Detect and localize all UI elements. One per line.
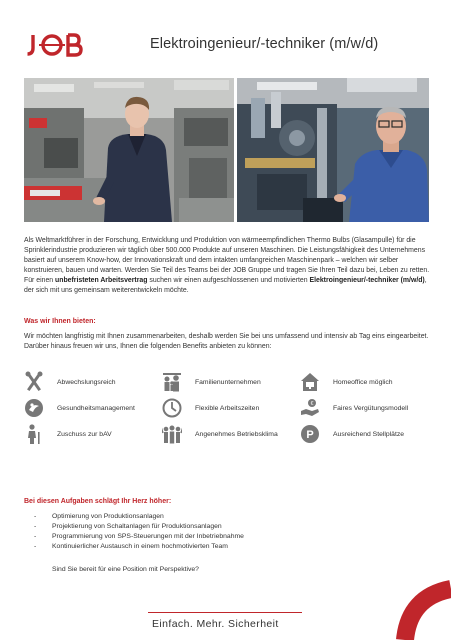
benefit-label: Flexible Arbeitszeiten <box>195 404 260 412</box>
closing-question: Sind Sie bereit für eine Position mit Perspektive? <box>52 566 199 573</box>
parking-icon <box>300 423 320 445</box>
list-bullet: - <box>34 533 37 540</box>
offer-heading: Was wir Ihnen bieten: <box>24 318 96 325</box>
benefit-item <box>162 371 261 393</box>
benefit-item <box>24 371 116 393</box>
benefit-item <box>24 397 135 419</box>
benefit-label: Angenehmes Betriebsklima <box>195 430 278 438</box>
benefit-label: Ausreichend Stellplätze <box>333 430 405 438</box>
list-bullet: - <box>34 513 37 520</box>
benefit-item <box>300 397 408 419</box>
hand-money-icon <box>300 397 320 419</box>
list-item <box>34 522 244 532</box>
benefit-item <box>162 423 278 445</box>
footer-slogan: Einfach. Mehr. Sicherheit <box>152 618 279 630</box>
tasks-heading: Bei diesen Aufgaben schlägt Ihr Herz höher: <box>24 498 172 505</box>
intro-bold-position: Elektroingenieur/-techniker (m/w/d) <box>309 277 425 285</box>
corner-arc-decoration <box>391 575 451 640</box>
benefit-item <box>300 371 393 393</box>
svg-text:€: € <box>310 401 314 407</box>
benefit-label: Faires Vergütungsmodell <box>333 404 409 412</box>
list-item <box>34 512 244 522</box>
intro-text-1: Als Weltmarktführer in der Forschung, Entwicklung und Produktion von wärmeempfindlichen Thermo Bulbs (Glasampulle) für die Sprinklerindustrie produzieren wir täglich über 500.000 Produkte auf unseren Maschinen. Die Leistungsfähigkeit des Unternehmens basiert auf unserem Know-how, der Innovationskraft und dem intakten umfangreichen Maschinenpark – welchen wir selber konstruieren, bauen und warten. Werden Sie Teil des Teams bei der JOB Gruppe und tragen Sie Ihren Teil dazu bei, Leben zu retten. Für einen <box>24 237 430 285</box>
photo-engineer-at-machine <box>237 78 429 222</box>
benefit-label: Familienunternehmen <box>195 378 261 386</box>
task-text: Projektierung von Schaltanlagen für Produktionsanlagen <box>52 523 222 530</box>
team-icon <box>162 423 182 445</box>
tools-icon <box>24 371 44 393</box>
health-icon <box>24 397 44 419</box>
list-bullet: - <box>34 523 37 530</box>
benefit-label: Homeoffice möglich <box>333 378 393 386</box>
task-text: Programmierung von SPS-Steuerungen mit der Inbetriebnahme <box>52 533 244 540</box>
svg-text:P: P <box>306 429 314 441</box>
list-item <box>34 532 244 542</box>
task-text: Optimierung von Produktionsanlagen <box>52 513 164 520</box>
footer-divider <box>148 612 302 613</box>
offer-text: Wir möchten langfristig mit Ihnen zusammenarbeiten, deshalb werden Sie bei uns umfassend und intensiv ab Tag eins eingearbeitet. Darüber hinaus freuen wir uns, Ihnen die folgenden Benefits anbieten zu können: <box>24 333 429 351</box>
benefit-item <box>24 423 112 445</box>
benefit-item <box>162 397 259 419</box>
job-title: Elektroingenieur/-techniker (m/w/d) <box>150 36 379 52</box>
tasks-list <box>34 512 244 552</box>
benefit-label: Abwechslungsreich <box>57 378 116 386</box>
task-text: Kontinuierlicher Austausch in einem hochmotivierten Team <box>52 543 228 550</box>
job-logo <box>24 32 86 58</box>
pension-icon <box>24 423 44 445</box>
home-icon <box>300 371 320 393</box>
list-item <box>34 542 244 552</box>
list-bullet: - <box>34 543 37 550</box>
clock-icon <box>162 397 182 419</box>
family-icon <box>162 371 182 393</box>
intro-text-2: suchen wir einen aufgeschlossenen und motivierten <box>147 277 310 285</box>
benefit-label: Zuschuss zur bAV <box>57 430 112 438</box>
intro-text-3: , der sich mit uns gemeinsam weiterentwickeln möchte. <box>24 277 427 295</box>
intro-paragraph <box>24 236 430 297</box>
intro-bold-contract: unbefristeten Arbeitsvertrag <box>55 277 148 285</box>
benefit-label: Gesundheitsmanagement <box>57 404 135 412</box>
benefit-item <box>300 423 404 445</box>
photo-young-man-workshop <box>24 78 234 222</box>
